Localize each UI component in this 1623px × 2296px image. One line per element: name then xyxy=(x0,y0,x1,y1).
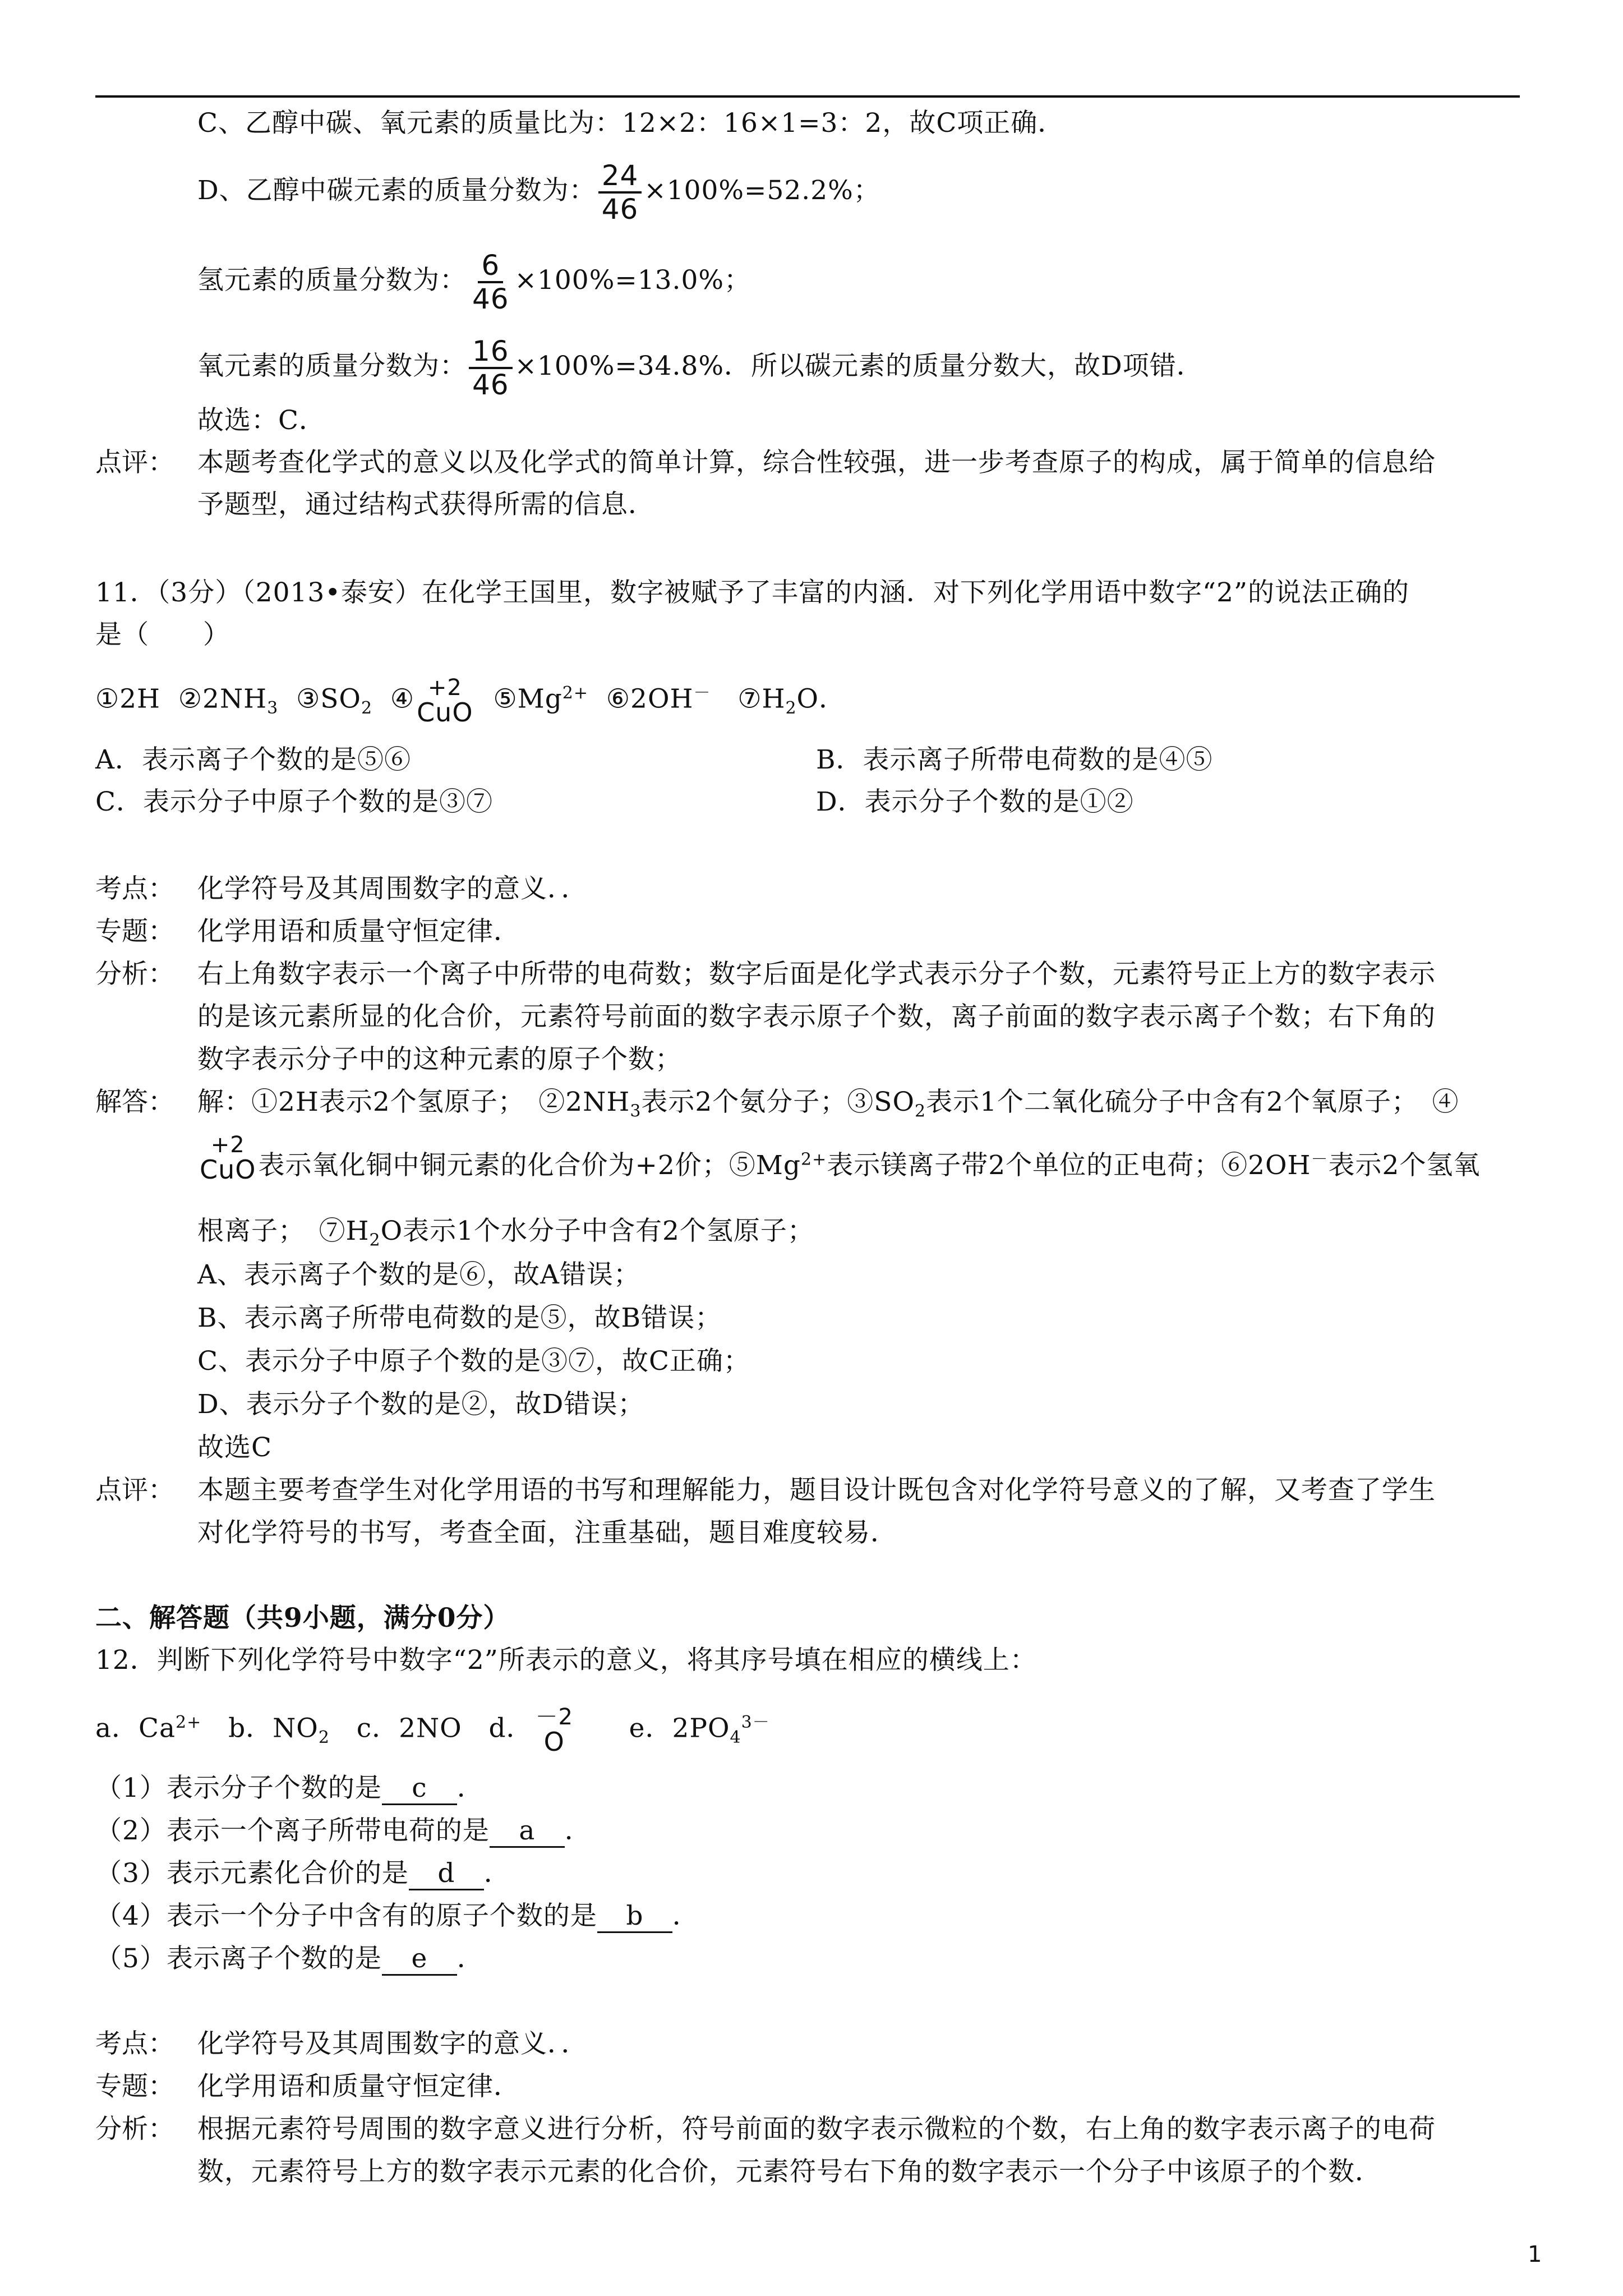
sub-question-text: （3）表示元素化合价的是 xyxy=(95,1858,409,1889)
jieda-line-5: B、表示离子所带电荷数的是⑤，故B错误； xyxy=(197,1303,722,1333)
item-4-valence xyxy=(417,675,473,728)
review-line-1: 本题考查化学式的意义以及化学式的简单计算，综合性较强，进一步考查原子的构成，属于简单的信息给 xyxy=(197,447,1436,478)
option-c: C．表示分子中原子个数的是③⑦ xyxy=(95,786,493,817)
zhuanti-text: 化学用语和质量守恒定律． xyxy=(197,916,520,947)
line-h xyxy=(197,250,751,315)
jieda-label: 解答： xyxy=(95,1087,174,1117)
item-3: ③SO xyxy=(296,683,361,715)
item-2-subscript: 3 xyxy=(267,698,279,718)
jieda-line-2 xyxy=(197,1132,1481,1185)
kaodian-text: 化学符号及其周围数字的意义．． xyxy=(197,2028,588,2059)
fenxi-line-1: 根据元素符号周围的数字意义进行分析，符号前面的数字表示微粒的个数，右上角的数字表示离子的电荷 xyxy=(197,2114,1436,2145)
valence-base: CuO xyxy=(417,697,473,728)
line-c: C、乙醇中碳、氧元素的质量比为：12×2：16×1=3：2，故C项正确． xyxy=(197,108,1065,139)
o-prefix: 氧元素的质量分数为： xyxy=(197,351,467,381)
symbol-e-superscript: 3－ xyxy=(741,1712,770,1732)
jieda-line-6: C、表示分子中原子个数的是③⑦，故C正确； xyxy=(197,1346,750,1377)
jieda-1c: 表示2个氨分子；③SO xyxy=(641,1087,915,1117)
symbol-e: e．2PO xyxy=(629,1713,730,1744)
sub-question-end: ． xyxy=(457,1773,484,1803)
fenxi-line-2: 的是该元素所显的化合价，元素符号前面的数字表示原子个数，离子前面的数字表示离子个数；右下角的 xyxy=(197,1001,1436,1032)
jieda-2a: 表示氧化铜中铜元素的化合价为+2价；⑤Mg xyxy=(258,1150,801,1181)
h-prefix: 氢元素的质量分数为： xyxy=(197,265,467,296)
o-suffix: ×100%=34.8%．所以碳元素的质量分数大，故D项错． xyxy=(514,351,1204,381)
symbol-a: a．Ca xyxy=(95,1713,176,1744)
sub-question-2 xyxy=(95,1814,592,1848)
symbol-e-subscript: 4 xyxy=(730,1728,741,1747)
answer-blank: d xyxy=(409,1858,484,1890)
h-suffix: ×100%=13.0%； xyxy=(514,265,751,296)
fraction-denominator: 46 xyxy=(601,193,639,226)
jieda-line-1 xyxy=(197,1085,1459,1128)
kaodian-label: 考点： xyxy=(95,873,174,904)
item-4: ④ xyxy=(390,683,415,715)
item-3-subscript: 2 xyxy=(361,698,373,718)
symbol-d-valence xyxy=(536,1705,573,1755)
sub-question-text: （4）表示一个分子中含有的原子个数的是 xyxy=(95,1901,597,1931)
jieda-2b: 2+ xyxy=(800,1149,827,1170)
zhuanti-text: 化学用语和质量守恒定律． xyxy=(197,2071,520,2102)
item-5-superscript: 2+ xyxy=(562,683,589,703)
sub-question-text: （1）表示分子个数的是 xyxy=(95,1773,382,1803)
item-1: ①2H xyxy=(95,683,161,715)
symbol-b-subscript: 2 xyxy=(318,1728,330,1747)
jieda-line-4: A、表示离子个数的是⑥，故A错误； xyxy=(197,1259,640,1290)
kaodian-label: 考点： xyxy=(95,2028,174,2059)
valence-top: －2 xyxy=(535,1704,574,1730)
fenxi-line-3: 数字表示分子中的这种元素的原子个数； xyxy=(197,1044,682,1075)
item-7-tail: O． xyxy=(796,683,846,715)
fraction-numerator: 24 xyxy=(598,160,642,194)
jieda-3b: 2 xyxy=(369,1230,381,1250)
fraction-carbon xyxy=(598,160,642,225)
jieda-2d: － xyxy=(1311,1149,1329,1170)
option-d: D．表示分子个数的是①② xyxy=(816,786,1134,817)
jieda-1d: 2 xyxy=(915,1101,926,1121)
sub-question-end: ． xyxy=(564,1815,592,1846)
sub-question-4 xyxy=(95,1899,699,1933)
sub-question-end: ． xyxy=(457,1943,484,1974)
jieda-2c: 表示镁离子带2个单位的正电荷；⑥2OH xyxy=(827,1150,1311,1181)
kaodian-text: 化学符号及其周围数字的意义．． xyxy=(197,873,588,904)
valence-top: +2 xyxy=(427,675,462,701)
sub-question-3 xyxy=(95,1857,511,1890)
sub-question-end: ． xyxy=(672,1901,699,1931)
option-a: A．表示离子个数的是⑤⑥ xyxy=(95,744,411,775)
jieda-3c: O表示1个水分子中含有2个氢原子； xyxy=(380,1216,814,1246)
page-number: 1 xyxy=(1528,2242,1542,2267)
q11-stem-1: 11．（3分）（2013•泰安）在化学王国里，数字被赋予了丰富的内涵．对下列化学用语中数字“2”的说法正确的 xyxy=(95,577,1409,608)
jieda-line-8: 故选C xyxy=(197,1432,272,1463)
sub-question-1 xyxy=(95,1772,484,1805)
jieda-valence xyxy=(200,1132,256,1185)
jieda-1a: 解：①2H表示2个氢原子； ②2NH xyxy=(197,1087,630,1117)
fraction-numerator: 16 xyxy=(469,335,513,369)
jieda-line-3 xyxy=(197,1214,814,1257)
q12-symbols xyxy=(95,1705,770,1755)
choose-line: 故选：C． xyxy=(197,405,326,436)
symbol-c: c．2NO xyxy=(356,1713,462,1744)
sub-question-end: ． xyxy=(483,1858,511,1889)
item-5: ⑤Mg xyxy=(493,683,562,715)
item-7-subscript: 2 xyxy=(785,698,797,718)
pingjia-line-1: 本题主要考查学生对化学用语的书写和理解能力，题目设计既包含对化学符号意义的了解，又考查了学生 xyxy=(197,1475,1436,1506)
review-line-2: 予题型，通过结构式获得所需的信息． xyxy=(197,489,655,520)
fraction-hydrogen xyxy=(469,250,513,315)
line-o xyxy=(197,335,1204,401)
pingjia-line-2: 对化学符号的书写，考查全面，注重基础，题目难度较易． xyxy=(197,1517,897,1548)
answer-blank: e xyxy=(382,1944,457,1976)
sub-question-text: （5）表示离子个数的是 xyxy=(95,1943,382,1974)
fraction-denominator: 46 xyxy=(472,283,509,315)
jieda-line-7: D、表示分子个数的是②，故D错误； xyxy=(197,1389,645,1420)
fenxi-label: 分析： xyxy=(95,2114,174,2145)
line-d xyxy=(197,160,880,225)
pingjia-label: 点评： xyxy=(95,1475,174,1506)
fraction-denominator: 46 xyxy=(472,369,509,401)
fenxi-label: 分析： xyxy=(95,959,174,990)
jieda-1b: 3 xyxy=(630,1101,642,1121)
option-b: B．表示离子所带电荷数的是④⑤ xyxy=(816,744,1213,775)
header-rule xyxy=(95,95,1520,98)
fraction-oxygen xyxy=(469,335,513,401)
symbol-a-superscript: 2+ xyxy=(176,1712,202,1732)
item-2: ②2NH xyxy=(178,683,268,715)
valence-base: CuO xyxy=(200,1154,256,1185)
valence-base: O xyxy=(543,1727,565,1757)
answer-blank: b xyxy=(597,1901,672,1933)
sub-question-text: （2）表示一个离子所带电荷的是 xyxy=(95,1815,490,1846)
section-heading: 二、解答题（共9小题，满分0分） xyxy=(95,1603,510,1634)
fenxi-line-1: 右上角数字表示一个离子中所带的电荷数；数字后面是化学式表示分子个数，元素符号正上方的数字表示 xyxy=(197,959,1436,990)
symbol-b: b．NO xyxy=(228,1713,319,1744)
fenxi-line-2: 数，元素符号上方的数字表示元素的化合价，元素符号右下角的数字表示一个分子中该原子的个数． xyxy=(197,2156,1382,2187)
q12-stem: 12．判断下列化学符号中数字“2”所表示的意义，将其序号填在相应的横线上： xyxy=(95,1645,1037,1676)
valence-top: +2 xyxy=(210,1132,245,1158)
zhuanti-label: 专题： xyxy=(95,2071,174,2102)
d-prefix: D、乙醇中碳元素的质量分数为： xyxy=(197,175,596,206)
d-suffix: ×100%=52.2%； xyxy=(644,175,880,206)
q11-items xyxy=(95,675,846,728)
item-6-superscript: － xyxy=(693,683,711,703)
answer-blank: c xyxy=(382,1773,457,1805)
q11-stem-2: 是（ ） xyxy=(95,619,230,650)
review-label: 点评： xyxy=(95,447,174,478)
item-6: ⑥2OH xyxy=(606,683,694,715)
jieda-1e: 表示1个二氧化硫分子中含有2个氧原子； ④ xyxy=(926,1087,1459,1117)
jieda-3a: 根离子； ⑦H xyxy=(197,1216,370,1246)
zhuanti-label: 专题： xyxy=(95,916,174,947)
symbol-d: d． xyxy=(488,1713,533,1744)
jieda-2e: 表示2个氢氧 xyxy=(1328,1150,1481,1181)
fraction-numerator: 6 xyxy=(478,250,503,283)
sub-question-5 xyxy=(95,1942,484,1976)
answer-blank: a xyxy=(490,1816,565,1848)
item-7: ⑦H xyxy=(737,683,786,715)
